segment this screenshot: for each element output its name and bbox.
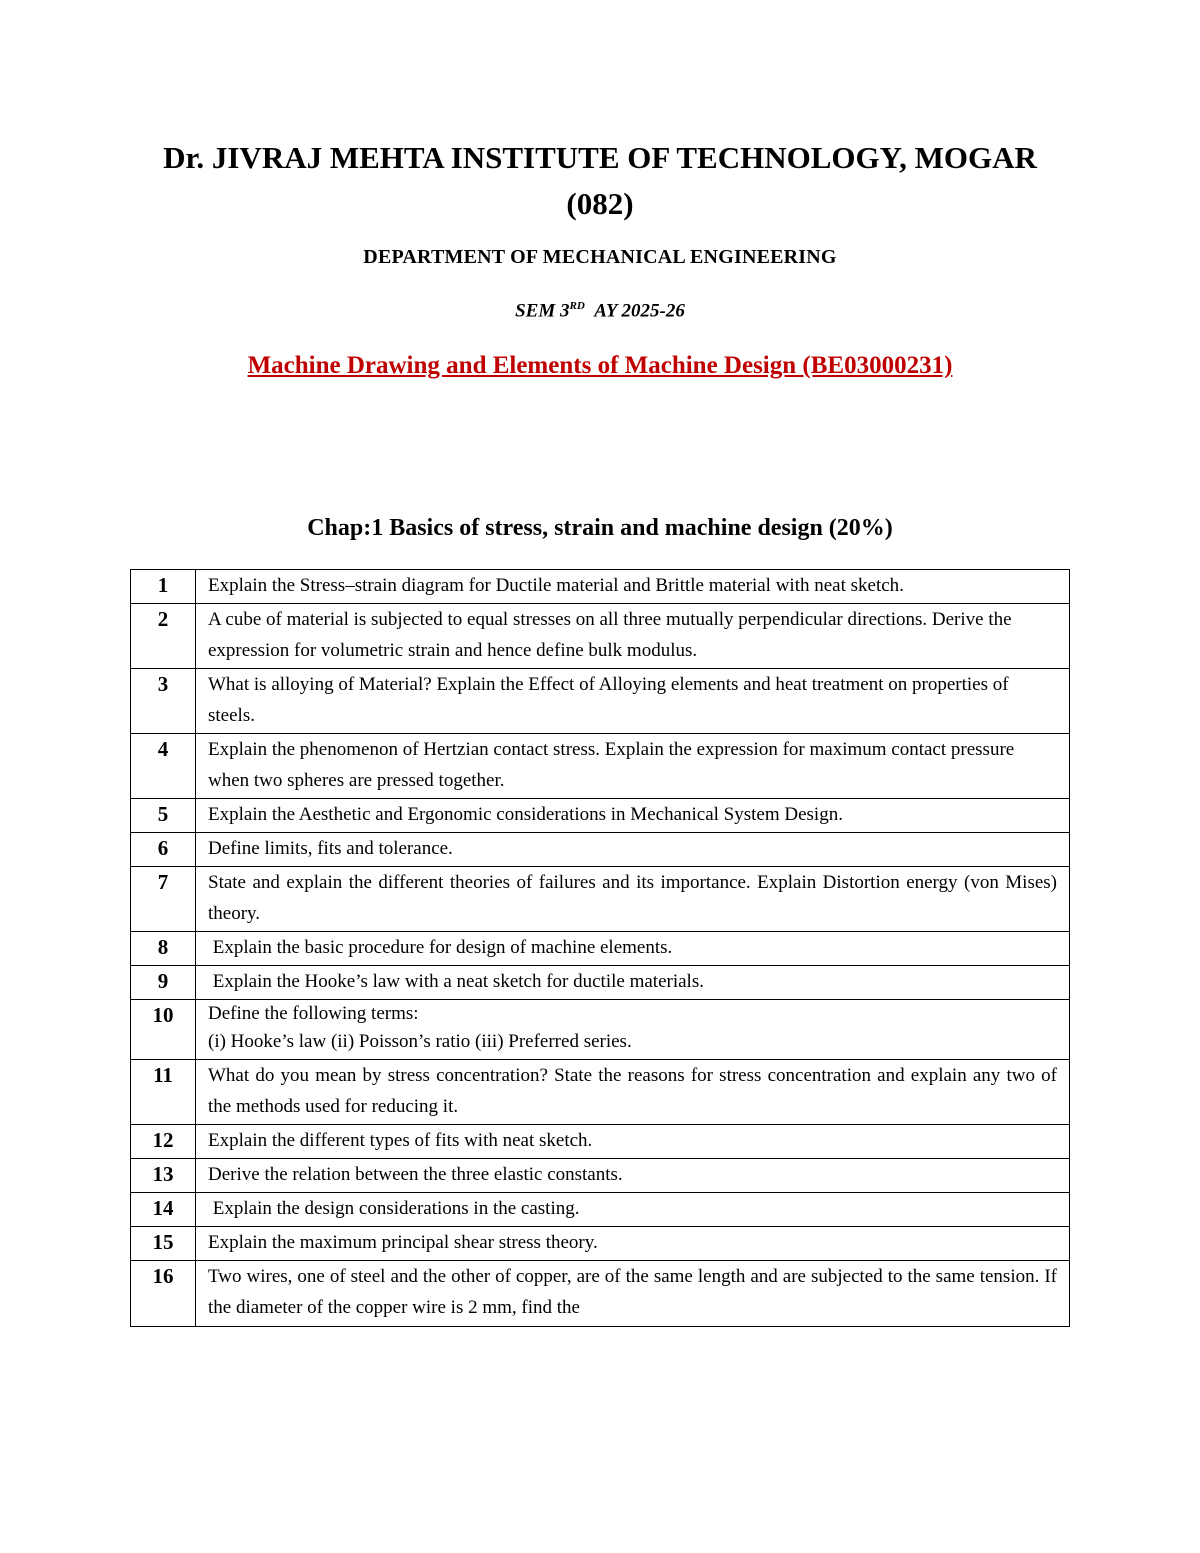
questions-table	[130, 569, 1070, 1327]
question-text: Explain the design considerations in the casting.	[196, 1193, 1070, 1227]
question-number: 6	[131, 833, 196, 867]
question-number: 4	[131, 734, 196, 799]
question-text-clipped: Two wires, one of steel and the other of copper, are of the same length and are subjected to the same tension. If the diameter of the copper wire is 2 mm, find the	[208, 1266, 1057, 1318]
table-row	[131, 867, 1070, 932]
table-row	[131, 1227, 1070, 1261]
question-number: 5	[131, 799, 196, 833]
table-row	[131, 1000, 1070, 1060]
table-row	[131, 1159, 1070, 1193]
question-number: 10	[131, 1000, 196, 1060]
table-row	[131, 1261, 1070, 1327]
institute-code: (082)	[566, 186, 634, 221]
table-row	[131, 604, 1070, 669]
subject-title: Machine Drawing and Elements of Machine Design (BE03000231)	[247, 352, 953, 379]
question-text: Explain the different types of fits with neat sketch.	[196, 1125, 1070, 1159]
semester-label: SEM 3	[515, 300, 570, 322]
question-number: 1	[131, 570, 196, 604]
question-number: 8	[131, 932, 196, 966]
question-number: 15	[131, 1227, 196, 1261]
question-number: 9	[131, 966, 196, 1000]
question-number: 3	[131, 669, 196, 734]
table-row	[131, 966, 1070, 1000]
question-text	[196, 1261, 1070, 1327]
question-text: A cube of material is subjected to equal stresses on all three mutually perpendicular directions. Derive the expression for volumetric strain and hence define bulk modulus.	[196, 604, 1070, 669]
question-text: Explain the Stress–strain diagram for Ductile material and Brittle material with neat sketch.	[196, 570, 1070, 604]
table-row	[131, 799, 1070, 833]
question-text: State and explain the different theories of failures and its importance. Explain Distortion energy (von Mises) theory.	[196, 867, 1070, 932]
chapter-title: Chap:1 Basics of stress, strain and machine design (20%)	[307, 515, 893, 541]
question-text: Explain the Hooke’s law with a neat sketch for ductile materials.	[196, 966, 1070, 1000]
question-text-line2: (i) Hooke’s law (ii) Poisson’s ratio (iii) Preferred series.	[208, 1031, 632, 1052]
question-text	[196, 1000, 1070, 1060]
question-text: Explain the phenomenon of Hertzian contact stress. Explain the expression for maximum contact pressure when two spheres are pressed together.	[196, 734, 1070, 799]
question-number: 16	[131, 1261, 196, 1327]
question-text: What do you mean by stress concentration? State the reasons for stress concentration and explain any two of the methods used for reducing it.	[196, 1060, 1070, 1125]
question-text: Define limits, fits and tolerance.	[196, 833, 1070, 867]
question-text-line1: Define the following terms:	[208, 1003, 419, 1024]
question-number: 12	[131, 1125, 196, 1159]
question-number: 11	[131, 1060, 196, 1125]
question-number: 7	[131, 867, 196, 932]
department-name: DEPARTMENT OF MECHANICAL ENGINEERING	[363, 246, 837, 268]
question-number: 14	[131, 1193, 196, 1227]
table-row	[131, 833, 1070, 867]
question-number: 2	[131, 604, 196, 669]
semester-superscript: RD	[569, 300, 585, 312]
table-row	[131, 932, 1070, 966]
question-text: What is alloying of Material? Explain the Effect of Alloying elements and heat treatment on properties of steels.	[196, 669, 1070, 734]
table-row	[131, 1125, 1070, 1159]
table-row	[131, 669, 1070, 734]
question-number: 13	[131, 1159, 196, 1193]
question-text: Explain the Aesthetic and Ergonomic considerations in Mechanical System Design.	[196, 799, 1070, 833]
institute-name: Dr. JIVRAJ MEHTA INSTITUTE OF TECHNOLOGY, MOGAR	[163, 140, 1037, 175]
question-text: Explain the basic procedure for design of machine elements.	[196, 932, 1070, 966]
table-row	[131, 1060, 1070, 1125]
table-row	[131, 734, 1070, 799]
question-text: Derive the relation between the three elastic constants.	[196, 1159, 1070, 1193]
table-row	[131, 1193, 1070, 1227]
semester-line	[0, 300, 1200, 322]
table-row	[131, 570, 1070, 604]
academic-year: AY 2025-26	[594, 300, 685, 322]
question-text: Explain the maximum principal shear stress theory.	[196, 1227, 1070, 1261]
